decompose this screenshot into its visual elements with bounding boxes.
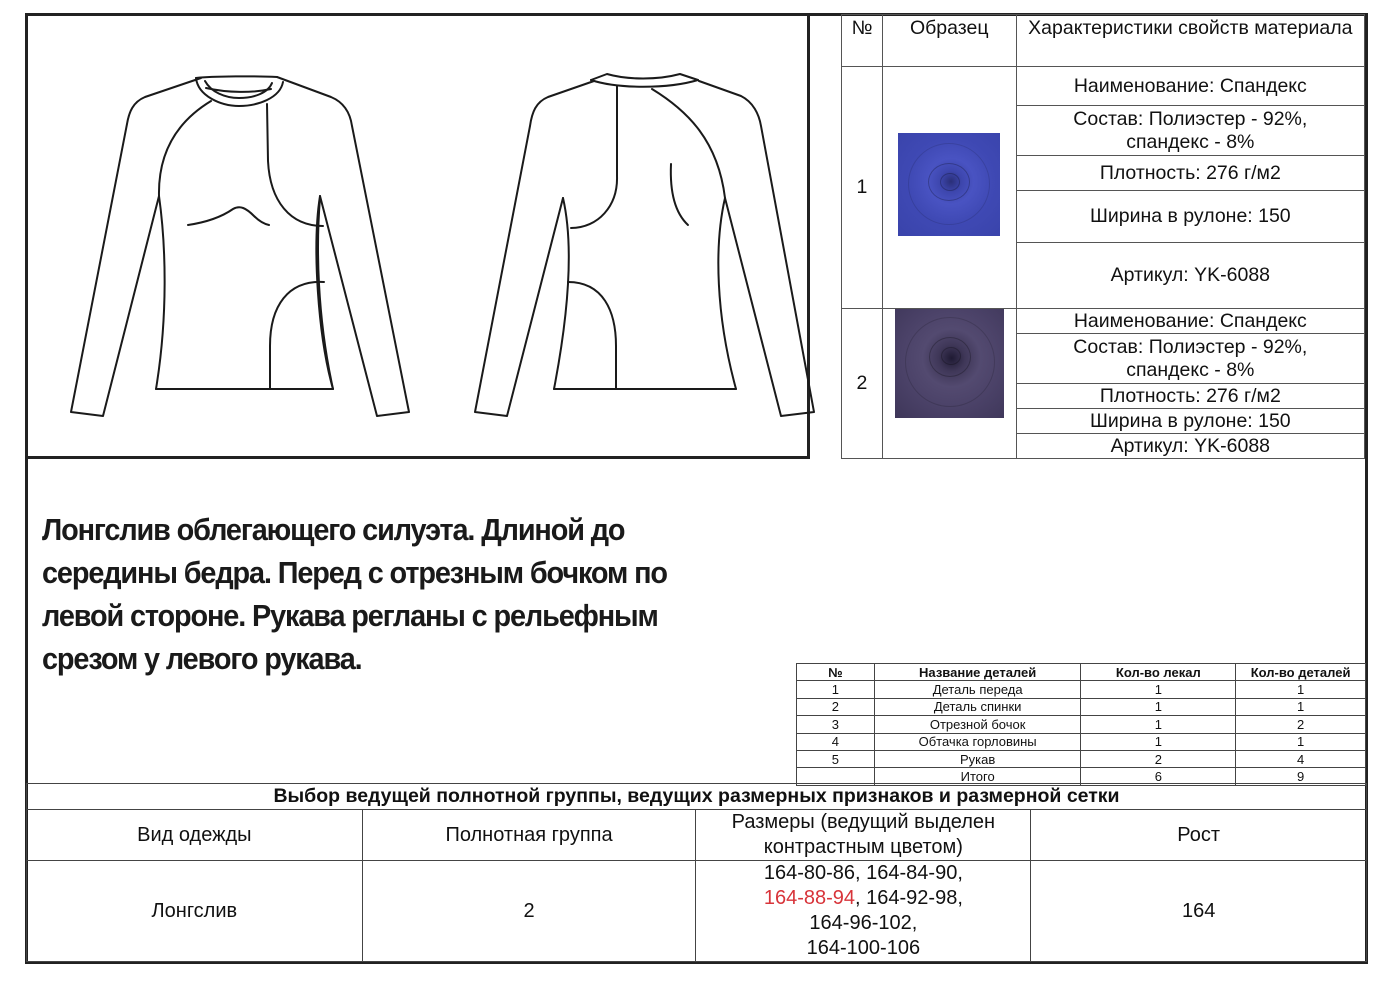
parts-row: [797, 698, 1366, 715]
part-number: 2: [797, 698, 875, 715]
material-article: Артикул: YK-6088: [1016, 243, 1364, 309]
back-center-seam: [571, 86, 617, 228]
material-article: Артикул: YK-6088: [1016, 434, 1364, 459]
header-sizes: Размеры (ведущий выделен контрастным цветом): [696, 810, 1031, 861]
material-row: [842, 309, 1365, 334]
material-sample-cell: [882, 67, 1016, 309]
material-row: [842, 67, 1365, 106]
material-sample-cell: [882, 309, 1016, 459]
size-item: 164-96-102: [809, 912, 912, 934]
header-fullness-group: Полнотная группа: [362, 810, 696, 861]
material-density: Плотность: 276 г/м2: [1016, 384, 1364, 409]
fullness-group: 2: [362, 861, 696, 962]
part-name: Деталь переда: [874, 681, 1081, 698]
material-name: Наименование: Спандекс: [1016, 67, 1364, 106]
parts-row: [797, 750, 1366, 767]
back-neck-bottom: [591, 80, 698, 87]
part-count: 1: [1236, 681, 1366, 698]
parts-header-name: Название деталей: [874, 664, 1081, 681]
size-item: 164-80-86: [763, 862, 856, 884]
material-number: 2: [842, 309, 883, 459]
sizes-data-row: [27, 861, 1367, 962]
front-asym-seam: [267, 104, 323, 226]
sizes-title: Выбор ведущей полнотной группы, ведущих размерных признаков и размерной сетки: [27, 784, 1367, 810]
part-number: 5: [797, 750, 875, 767]
part-patterns: 1: [1081, 698, 1236, 715]
material-number: 1: [842, 67, 883, 309]
garment-sketches: [56, 32, 816, 452]
material-name: Наименование: Спандекс: [1016, 309, 1364, 334]
back-left-sleeve: [475, 81, 594, 416]
back-neck-top: [591, 74, 698, 80]
material-density: Плотность: 276 г/м2: [1016, 156, 1364, 191]
total-count: 9: [1236, 768, 1366, 785]
garment-description: [42, 508, 749, 680]
back-right-sleeve: [699, 81, 814, 416]
part-count: 1: [1236, 733, 1366, 750]
size-item: 164-100-106: [806, 937, 921, 959]
part-number: 4: [797, 733, 875, 750]
part-number: 1: [797, 681, 875, 698]
sizes-title-row: [27, 784, 1367, 810]
size-item: 164-84-90: [866, 862, 958, 884]
fabric-swatch-purple: [895, 309, 1004, 418]
parts-header-number: №: [797, 664, 875, 681]
front-right-sleeve: [277, 77, 409, 416]
part-patterns: 1: [1081, 716, 1236, 733]
materials-header-row: [842, 15, 1365, 67]
part-count: 2: [1236, 716, 1366, 733]
total-patterns: 6: [1081, 768, 1236, 785]
material-composition: Состав: Полиэстер - 92%, спандекс - 8%: [1016, 334, 1364, 384]
description-line: Лонгслив облегающего силуэта. Длиной до: [42, 512, 625, 547]
height-value: 164: [1031, 861, 1367, 962]
sizes-header-row: [27, 810, 1367, 861]
description-line: левой стороне. Рукава регланы с рельефным: [42, 598, 658, 633]
back-raglan-right: [652, 89, 725, 198]
header-number: №: [842, 15, 883, 67]
parts-header-count: Кол-во деталей: [1236, 664, 1366, 681]
sketch-panel: [25, 13, 810, 459]
back-view-sketch: [475, 74, 814, 416]
header-height: Рост: [1031, 810, 1367, 861]
part-name: Рукав: [874, 750, 1081, 767]
parts-row: [797, 681, 1366, 698]
material-composition: Состав: Полиэстер - 92%, спандекс - 8%: [1016, 106, 1364, 156]
size-item: 164-92-98: [866, 887, 958, 909]
front-lower-panel: [270, 282, 324, 389]
part-name: Отрезной бочок: [874, 716, 1081, 733]
part-count: 4: [1236, 750, 1366, 767]
part-patterns: 2: [1081, 750, 1236, 767]
total-label: Итого: [874, 768, 1081, 785]
size-item-lead: 164-88-94: [763, 887, 856, 909]
part-patterns: 1: [1081, 733, 1236, 750]
parts-table: [796, 663, 1366, 786]
front-side-left: [156, 196, 165, 389]
materials-table: [841, 14, 1365, 459]
garment-type: Лонгслив: [27, 861, 363, 962]
parts-row: [797, 716, 1366, 733]
parts-header-row: [797, 664, 1366, 681]
part-name: Обтачка горловины: [874, 733, 1081, 750]
material-width: Ширина в рулоне: 150: [1016, 409, 1364, 434]
front-left-sleeve: [71, 78, 201, 416]
front-neck-outer: [196, 76, 277, 78]
description-line: срезом у левого рукава.: [42, 641, 362, 676]
part-count: 1: [1236, 698, 1366, 715]
fabric-swatch-blue: [898, 133, 1000, 236]
sizes-table: [26, 783, 1367, 962]
back-dart: [671, 164, 688, 225]
back-lower-panel: [568, 282, 616, 389]
part-name: Деталь спинки: [874, 698, 1081, 715]
header-sample: Образец: [882, 15, 1016, 67]
material-width: Ширина в рулоне: 150: [1016, 191, 1364, 243]
part-number: 3: [797, 716, 875, 733]
description-line: середины бедра. Перед с отрезным бочком по: [42, 555, 667, 590]
size-list: 164-80-86, 164-84-90, 164-88-94, 164-92-98, 164-96-102, 164-100-106: [696, 861, 1031, 962]
header-properties: Характеристики свойств материала: [1016, 15, 1364, 67]
front-raglan-left: [159, 101, 211, 196]
parts-header-patterns: Кол-во лекал: [1081, 664, 1236, 681]
front-bust-line: [188, 207, 269, 225]
header-garment-type: Вид одежды: [27, 810, 363, 861]
part-patterns: 1: [1081, 681, 1236, 698]
front-view-sketch: [71, 76, 409, 416]
parts-row: [797, 733, 1366, 750]
